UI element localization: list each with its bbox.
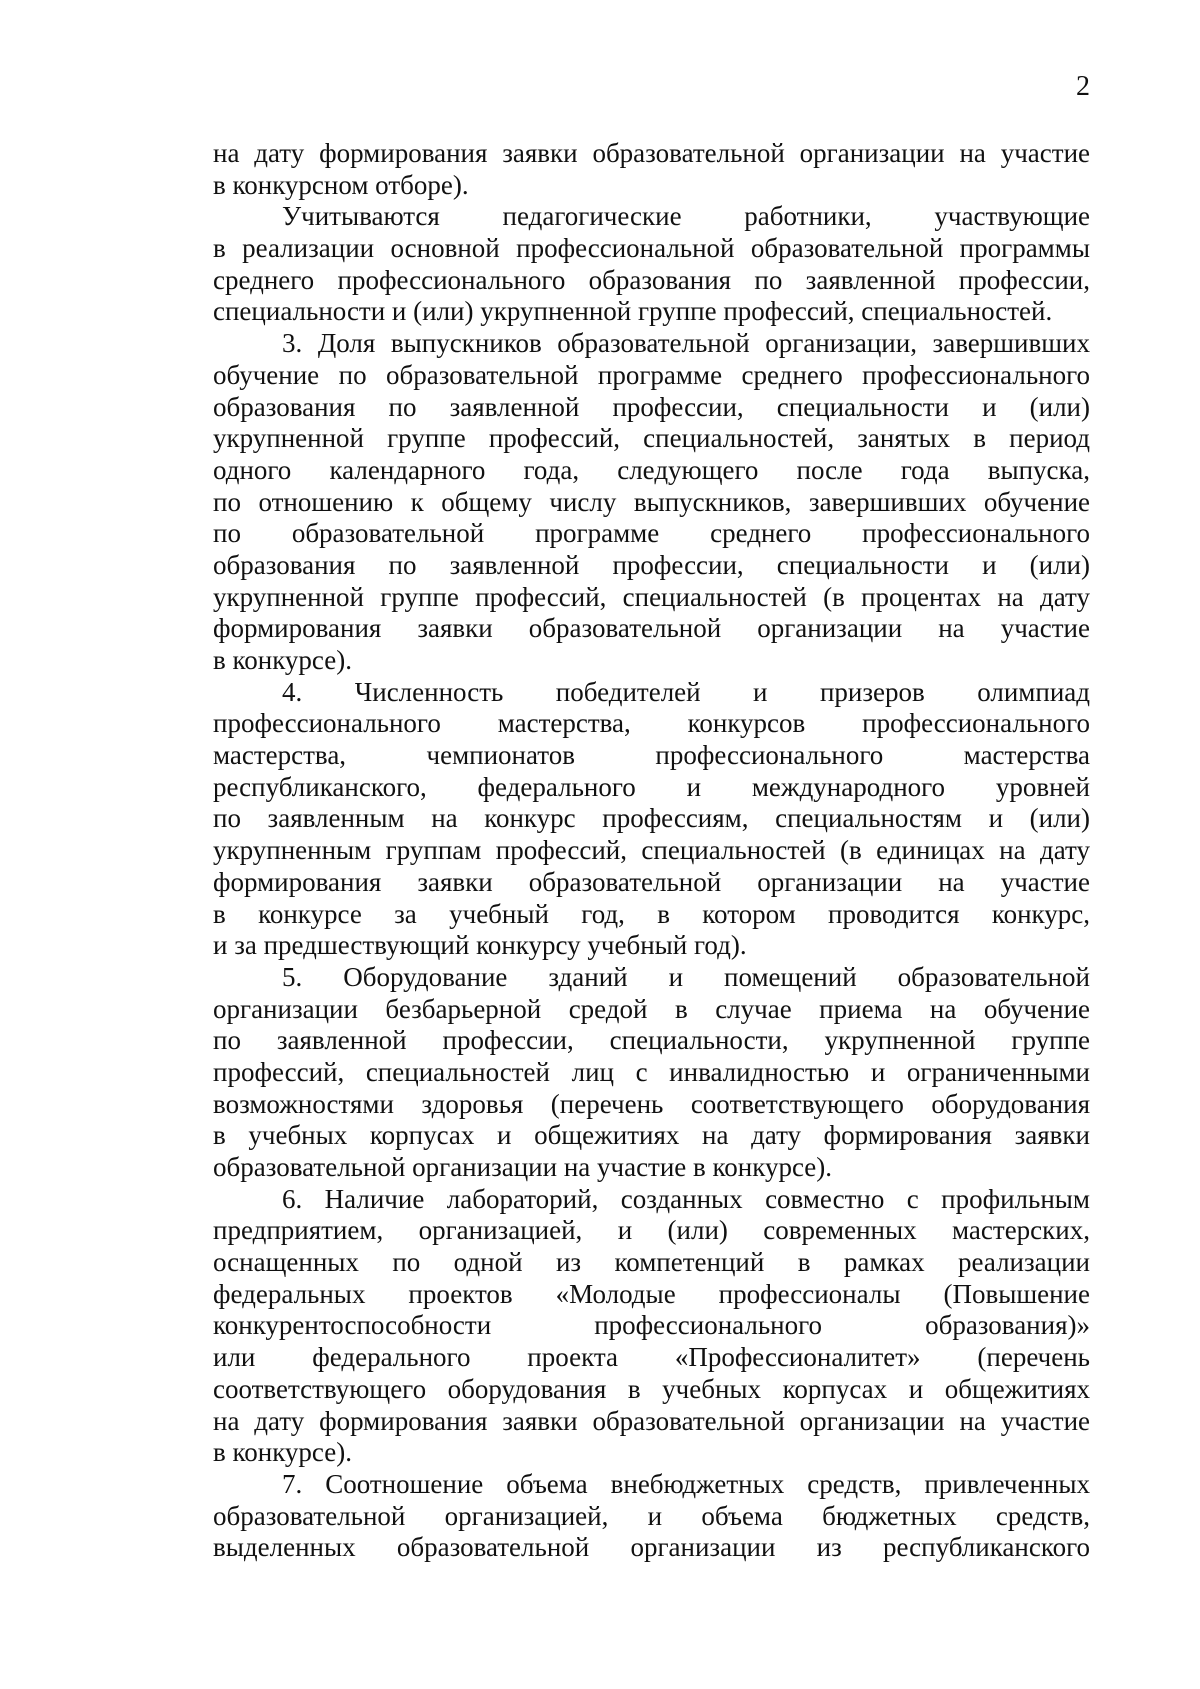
text-line: образовательной организацией, и объема бюджетных средств, — [213, 1500, 1090, 1531]
text-line: соответствующего оборудования в учебных корпусах и общежитиях — [213, 1373, 1090, 1404]
text-line: 6. Наличие лабораторий, созданных совместно с профильным — [282, 1183, 1090, 1214]
document-body — [213, 138, 1090, 1564]
page-number: 2 — [1076, 71, 1090, 102]
text-line: формирования заявки образовательной организации на участие — [213, 613, 1090, 644]
text-line: укрупненным группам профессий, специальностей (в единицах на дату — [213, 835, 1090, 866]
text-line: мастерства, чемпионатов профессионального мастерства — [213, 740, 1090, 771]
text-line: 5. Оборудование зданий и помещений образовательной — [282, 961, 1090, 992]
text-line: 3. Доля выпускников образовательной организации, завершивших — [282, 328, 1090, 359]
text-line: образования по заявленной профессии, специальности и (или) — [213, 391, 1090, 422]
text-line: образования по заявленной профессии, специальности и (или) — [213, 549, 1090, 580]
text-line: профессионального мастерства, конкурсов профессионального — [213, 708, 1090, 739]
text-line: на дату формирования заявки образовательной организации на участие — [213, 1405, 1090, 1436]
text-line: укрупненной группе профессий, специальностей, занятых в период — [213, 423, 1090, 454]
text-line: по заявленным на конкурс профессиям, специальностям и (или) — [213, 803, 1090, 834]
text-line: по образовательной программе среднего профессионального — [213, 518, 1090, 549]
text-line: обучение по образовательной программе среднего профессионального — [213, 359, 1090, 390]
text-line: организации безбарьерной средой в случае приема на обучение — [213, 993, 1090, 1024]
text-line: среднего профессионального образования по заявленной профессии, — [213, 264, 1090, 295]
text-line: образовательной организации на участие в конкурсе). — [213, 1152, 833, 1182]
text-line: в реализации основной профессиональной образовательной программы — [213, 233, 1090, 264]
text-line: в конкурсе за учебный год, в котором проводится конкурс, — [213, 898, 1090, 929]
text-line: формирования заявки образовательной организации на участие — [213, 866, 1090, 897]
text-line: предприятием, организацией, и (или) современных мастерских, — [213, 1215, 1090, 1246]
text-line: по заявленной профессии, специальности, укрупненной группе — [213, 1025, 1090, 1056]
text-line: по отношению к общему числу выпускников, завершивших обучение — [213, 486, 1090, 517]
text-line: в конкурсе). — [213, 1437, 352, 1468]
text-line: конкурентоспособности профессионального образования)» — [213, 1310, 1090, 1341]
text-line: на дату формирования заявки образовательной организации на участие — [213, 138, 1090, 168]
text-line: возможностями здоровья (перечень соответствующего оборудования — [213, 1088, 1090, 1119]
text-line: в учебных корпусах и общежитиях на дату формирования заявки — [213, 1120, 1090, 1151]
text-line: в конкурсном отборе). — [213, 169, 469, 200]
text-line: Учитываются педагогические работники, участвующие — [282, 201, 1090, 232]
text-line: республиканского, федерального и международного уровней — [213, 771, 1090, 802]
text-line: 7. Соотношение объема внебюджетных средств, привлеченных — [282, 1468, 1090, 1499]
text-line: оснащенных по одной из компетенций в рамках реализации — [213, 1247, 1090, 1278]
text-line: 4. Численность победителей и призеров олимпиад — [282, 676, 1090, 707]
text-line: укрупненной группе профессий, специальностей (в процентах на дату — [213, 581, 1090, 612]
text-line: одного календарного года, следующего после года выпуска, — [213, 454, 1090, 485]
text-line: или федерального проекта «Профессионалитет» (перечень — [213, 1342, 1090, 1373]
text-line: в конкурсе). — [213, 645, 352, 675]
text-line: профессий, специальностей лиц с инвалидностью и ограниченными — [213, 1056, 1090, 1087]
text-line: федеральных проектов «Молодые профессионалы (Повышение — [213, 1278, 1090, 1309]
text-line: и за предшествующий конкурсу учебный год). — [213, 930, 747, 961]
text-line: специальности и (или) укрупненной группе профессий, специальностей. — [213, 296, 1053, 327]
text-line: выделенных образовательной организации из республиканского — [213, 1532, 1090, 1563]
